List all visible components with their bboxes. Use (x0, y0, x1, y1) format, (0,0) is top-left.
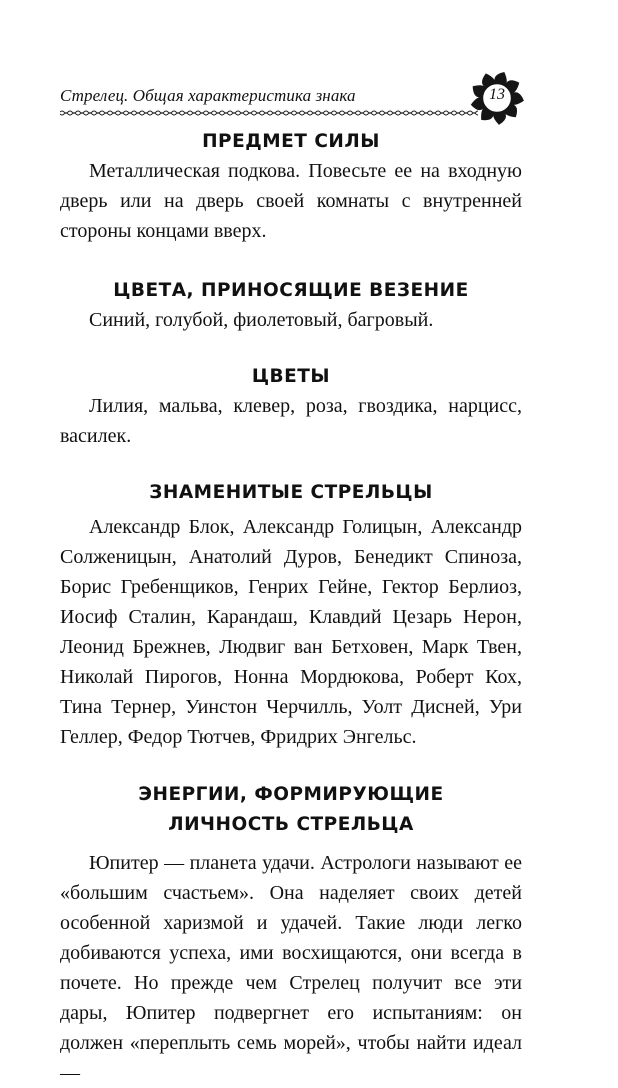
section-heading-energies-line1: ЭНЕРГИИ, ФОРМИРУЮЩИЕ (138, 784, 444, 805)
wavy-rule (60, 109, 478, 117)
page-body (60, 127, 522, 1088)
page-number-ornament (467, 68, 527, 128)
section-heading-famous-sagittarians: ЗНАМЕНИТЫЕ СТРЕЛЬЦЫ (149, 482, 433, 503)
paragraph-famous-sagittarians: Александр Блок, Александр Голицын, Александр Солженицын, Анатолий Дуров, Бенедикт Спиноза, Борис Гребенщиков, Генрих Гейне, Гектор Берлиоз, Иосиф Сталин, Карандаш, Клавдий Цезарь Нерон, Леонид Брежнев, Людвиг ван Бетховен, Марк Твен, Николай Пирогов, Нонна Мордюкова, Роберт Кох, Тина Тернер, Уинстон Черчилль, Уолт Дисней, Ури Геллер, Федор Тютчев, Фридрих Энгельс. (60, 516, 522, 748)
paragraph-lucky-colors: Синий, голубой, фиолетовый, багровый. (89, 309, 434, 331)
section-heading-lucky-colors: ЦВЕТА, ПРИНОСЯЩИЕ ВЕЗЕНИЕ (113, 280, 469, 301)
section-heading-energies (60, 780, 522, 840)
paragraph-flowers: Лилия, мальва, клевер, роза, гвоздика, нарцисс, василек. (60, 395, 522, 447)
page-number: 13 (489, 86, 505, 103)
section-heading-energies-line2: ЛИЧНОСТЬ СТРЕЛЬЦА (168, 814, 414, 835)
paragraph-power-object: Металлическая подкова. Повесьте ее на входную дверь или на дверь своей комнаты с внутренней стороны концами вверх. (60, 160, 522, 242)
section-heading-power-object: ПРЕДМЕТ СИЛЫ (202, 131, 380, 152)
running-title: Стрелец. Общая характеристика знака (60, 86, 356, 105)
running-header (60, 86, 522, 118)
paragraph-energies: Юпитер — планета удачи. Астрологи называют ее «большим счастьем». Она наделяет своих детей особенной харизмой и удачей. Такие люди легко добиваются успеха, ими восхищаются, они всегда в почете. Но прежде чем Стрелец получит все эти дары, Юпитер подвергнет его испытаниям: он должен «переплыть семь морей», чтобы найти идеал — (60, 852, 522, 1084)
section-heading-flowers: ЦВЕТЫ (251, 366, 331, 387)
